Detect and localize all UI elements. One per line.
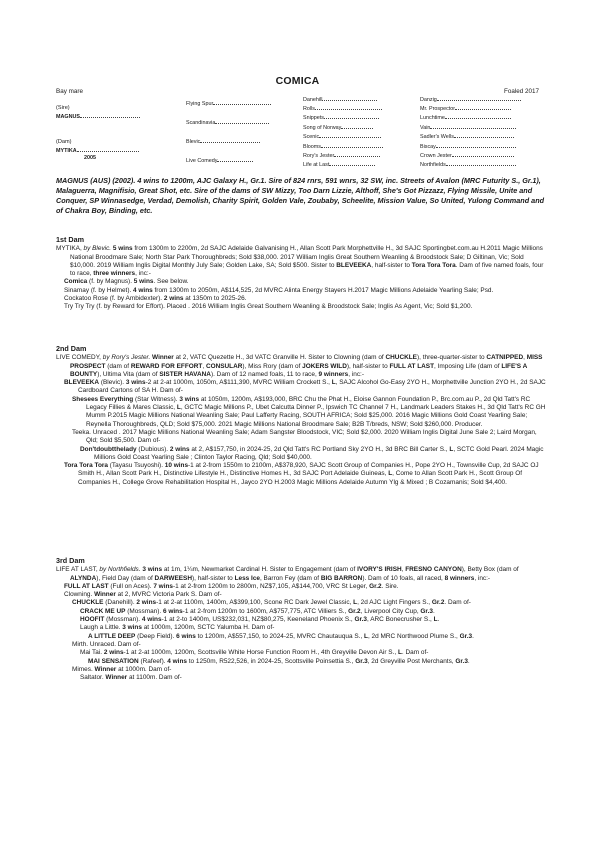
gen3b-item: Danzig [420, 96, 521, 103]
first-dam-section [56, 236, 546, 312]
dam-record: MYTIKA, by Blevic. 5 wins from 1300m to 2200m, 2d SAJC Adelaide Galvanising H., Allan Scott Park Morphettville H., 3d SAJC Sportingbet.com.au H.2011 Magic Millions National Broodmare Sale; North Star Park Thoroughbreds; Sold $38,000. 2017 William Inglis Great Southern Weanling & Broodstock Sale; D Giltinan, Vic; Sold $10,000. 2019 William Inglis Digital Monthly July Sale; Golden Lake, SA; Sold $500. Sister to BLEVEEKA, half-sister to Tora Tora Tora. Dam of five named foals, four to race, three winners, inc:- [56, 245, 544, 278]
gen3b-item: Biscay [420, 143, 516, 150]
progeny-entry: Mai Tai. 2 wins-1 at 2-at 1000m, 1200m, Scottsville White Horse Function Room H., 4th Greyville Devon Air S., L. Dam of- [80, 649, 429, 657]
sex-color: Bay mare [56, 88, 83, 95]
gen3b-item: Vain [420, 124, 516, 131]
section-heading: 3rd Dam [56, 556, 85, 565]
dam-record: LIFE AT LAST, by Northfields. 3 wins at 1m, 1¼m, Newmarket Cardinal H. Sister to Engagement (dam of IVORY'S IRISH, FRESNO CANYON), Betty Box (dam of ALYNDA), Field Day (dam of DARWEESH), half-sister to Less Ice, Barron Fey (dam of BIG BARRON). Dam of 10 foals, all raced, 8 winners, inc:- [56, 566, 519, 582]
progeny-entry: Don'tdoubtthelady (Dubious). 2 wins at 2, A$157,750, in 2024-25, 2d Qld Tatt's RC Portland Sky 2YO H., 3d BRC Bill Carter S., L, SCTC Gold Pearl. 2024 Magic Millions Gold Coast Yearling Sale ; Clinton Taylor Racing, Qld; Sold $40,000. [80, 445, 544, 461]
progeny-entry: FULL AT LAST (Full on Aces). 7 wins-1 at 2-from 1200m to 2800m, NZ$7,105, A$144,700, VRC St Leger, Gr.2. Sire. [64, 582, 399, 590]
second-dam-section [56, 345, 546, 487]
section-heading: 1st Dam [56, 235, 84, 244]
gen3b-item: Lunchtime [420, 114, 511, 121]
horse-title: COMICA [275, 75, 320, 87]
sire-label: (Sire) [56, 105, 70, 111]
progeny-entry: Cockatoo Rose (f. by Ambidexter). 2 wins at 1350m to 2025-26. [64, 295, 247, 303]
progeny-entry: HOOFIT (Mossman). 4 wins-1 at 2-to 1400m, US$232,031, NZ$80,275, Keeneland Phoenix S., Gr.3, ARC Bonecrusher S., L. [80, 616, 440, 624]
gen3-item: Rory's Jester [303, 152, 380, 159]
gen3-item: Rolls [303, 105, 382, 112]
gen2-item: Live Comedy [186, 157, 253, 164]
progeny-entry: CHUCKLE (Danehill). 2 wins-1 at 2-at 1100m, 1400m, A$399,100, Scone RC Dark Jewel Classic, L, 2d AJC Light Fingers S., Gr.2. Dam of- [72, 599, 471, 607]
progeny-entry: CRACK ME UP (Mossman). 6 wins-1 at 2-from 1200m to 1600m, A$757,775, ATC Villiers S., Gr.2, Liverpool City Cup, Gr.3. [80, 607, 435, 615]
progeny-entry: Teeka. Unraced . 2017 Magic Millions National Weanling Sale; Adam Sangster Bloodstock, VIC; Sold $2,000. 2020 William Inglis Digital June Sale 2; Laird Morgan, Qld; Sold $5,500. Dam of- [72, 428, 537, 445]
dam-label: (Dam) [56, 139, 72, 145]
progeny-entry: Comica (f. by Magnus). 5 wins. See below. [64, 278, 189, 286]
dam-year: 2005 [84, 155, 96, 161]
foaled-date: Foaled 2017 [503, 88, 539, 95]
progeny-entry: BLEVEEKA (Blevic). 3 wins-2 at 2-at 1000m, 1050m, A$111,390, MVRC William Crockett S., L, SAJC Alcohol Go-Easy 2YO H., Morphettville Junction 2YO H., 2d SAJC Cardboard Cartons of SA H. Dam of- [64, 379, 546, 395]
progeny-entry: MAI SENSATION (Rafeef). 4 wins to 1250m, R522,526, in 2024-25, Scottsville Poinsettia S., Gr.3, 2d Greyville Post Merchants, Gr.3. [88, 657, 470, 665]
progeny-entry: Mirth. Unraced. Dam of- [72, 640, 141, 648]
gen3-item: Blooms [303, 143, 383, 150]
sire-summary: MAGNUS (AUS) (2002). 4 wins to 1200m, AJC Galaxy H., Gr.1. Sire of 824 rnrs, 591 wnrs, 32 SW, inc. Streets of Avalon (MRC Futurity S., Gr.1), Malaguerra, Magnifisio, Great Shot, etc. Sire of the dams of SW Mizzy, Too Darn Lizzie, Althoff, She's Got Pizzazz, Flying Missile, Unite and Conquer, SP Winnasedge, Verdad, Demolish, Charity Spirit, Golden Vale, Zoubaby, Scheelite, Mission Value, So United, Yulong Command and of Chakra Boy, Binding, etc. [56, 176, 545, 215]
gen2-item: Scandinavia [186, 119, 269, 126]
gen3-item: Scenic [303, 133, 381, 140]
dam-record: LIVE COMEDY, by Rory's Jester. Winner at 2, VATC Quezette H., 3d VATC Granville H. Sister to Clowning (dam of CHUCKLE), three-quarter-sister to CATNIPPED, MISS PROSPECT (dam of REWARD FOR EFFORT, CONSULAR), Miss Rory (dam of JOKERS WILD), half-sister to FULL AT LAST, Imposing Life (dam of LIFE'S A BOUNTY), Ultima Vita (dam of SISTER HAVANA). Dam of 12 named foals, 11 to race, 9 winners, inc:- [56, 354, 543, 378]
progeny-entry: Clowning. Winner at 2, MVRC Victoria Park S. Dam of- [64, 591, 222, 599]
gen3b-item: Northfields [420, 161, 516, 168]
gen3-item: Song of Norway [303, 124, 373, 131]
progeny-entry: A LITTLE DEEP (Deep Field). 6 wins to 1200m, A$557,150, to 2024-25, MVRC Chautauqua S., L, 2d MRC Northwood Plume S., Gr.3. [88, 632, 474, 640]
progeny-entry: Sinamay (f. by Helmet). 4 wins from 1300m to 2050m, A$114,525, 2d MVRC Alinta Energy Stayers H.2017 Magic Millions Adelaide Yearling Sale; Psd. [64, 286, 494, 294]
progeny-entry: Shesees Everything (Star Witness). 3 wins at 1050m, 1200m, A$193,000, BRC Chu the Phat H., Eloise Gannon Foundation P., Brc.com.au P., 2d Qld Tatt's RC Legacy Fillies & Mares Classic, L, GCTC Magic Millions P., Ubet Calcutta Dinner P., Ipswich TC Channel 7 H., Landmark Leaders Stakes H., 3d Qld Tatt's RC GH Mumm P.2015 Magic Millions National Weanling Sale; Paul Lafferty Racing, SOUTH AFRICA; Sold $25,000. 2016 Magic Millions Gold Coast Yearling Sale; Reynella Thoroughbreds, QLD; Sold $75,000. 2021 Magic Millions National Broodmare Sale; B2B T/breds, NSW; Sold $260,000. Producer. [72, 395, 546, 428]
gen2-item: Blevic [186, 138, 260, 145]
dam-name: MYTIKA [56, 147, 139, 154]
gen3b-item: Crown Jester [420, 152, 514, 159]
progeny-entry: Tora Tora Tora (Tayasu Tsuyoshi). 10 wins-1 at 2-from 1550m to 2100m, A$378,920, SAJC Scott Group of Companies H., Pope 2YO H., Townsville Cup, 2d SAJC OJ Smith H., Allan Scott Park H., Distinctive Lifestyle H., Distinctive Homes H., 3d SAJC Port Adelaide Guineas, L, Come to Allan Scott Park H., Scott Group Of Companies H., College Grove Rehabilitation Hospital H., Jayco 2YO H.2003 Magic Millions Adelaide Autumn Ylg & Mixed ; B Cozamanis; Sold $4,400. [64, 462, 539, 486]
gen2-item: Flying Spur [186, 100, 271, 107]
gen3-item: Snippets [303, 114, 379, 121]
gen3-item: Life at Last [303, 161, 375, 168]
section-heading: 2nd Dam [56, 344, 87, 353]
progeny-entry: Try Try Try (f. by Reward for Effort). Placed . 2016 William Inglis Great Southern Weanling & Broodstock Sale; Inglis As Agent, Vic; Sold $1,200. [64, 303, 473, 311]
gen3b-item: Mr. Prospector [420, 105, 511, 112]
progeny-entry: Laugh a Little. 3 wins at 1000m, 1200m, SCTC Yalumba H. Dam of- [80, 624, 275, 632]
gen3-item: Danehill [303, 96, 377, 103]
gen3b-item: Sadler's Wells [420, 133, 514, 140]
third-dam-section [56, 557, 546, 682]
progeny-entry: Saltator. Winner at 1100m. Dam of- [80, 674, 182, 682]
sire-name: MAGNUS [56, 113, 140, 120]
progeny-entry: Mimes. Winner at 1000m. Dam of- [72, 665, 172, 673]
